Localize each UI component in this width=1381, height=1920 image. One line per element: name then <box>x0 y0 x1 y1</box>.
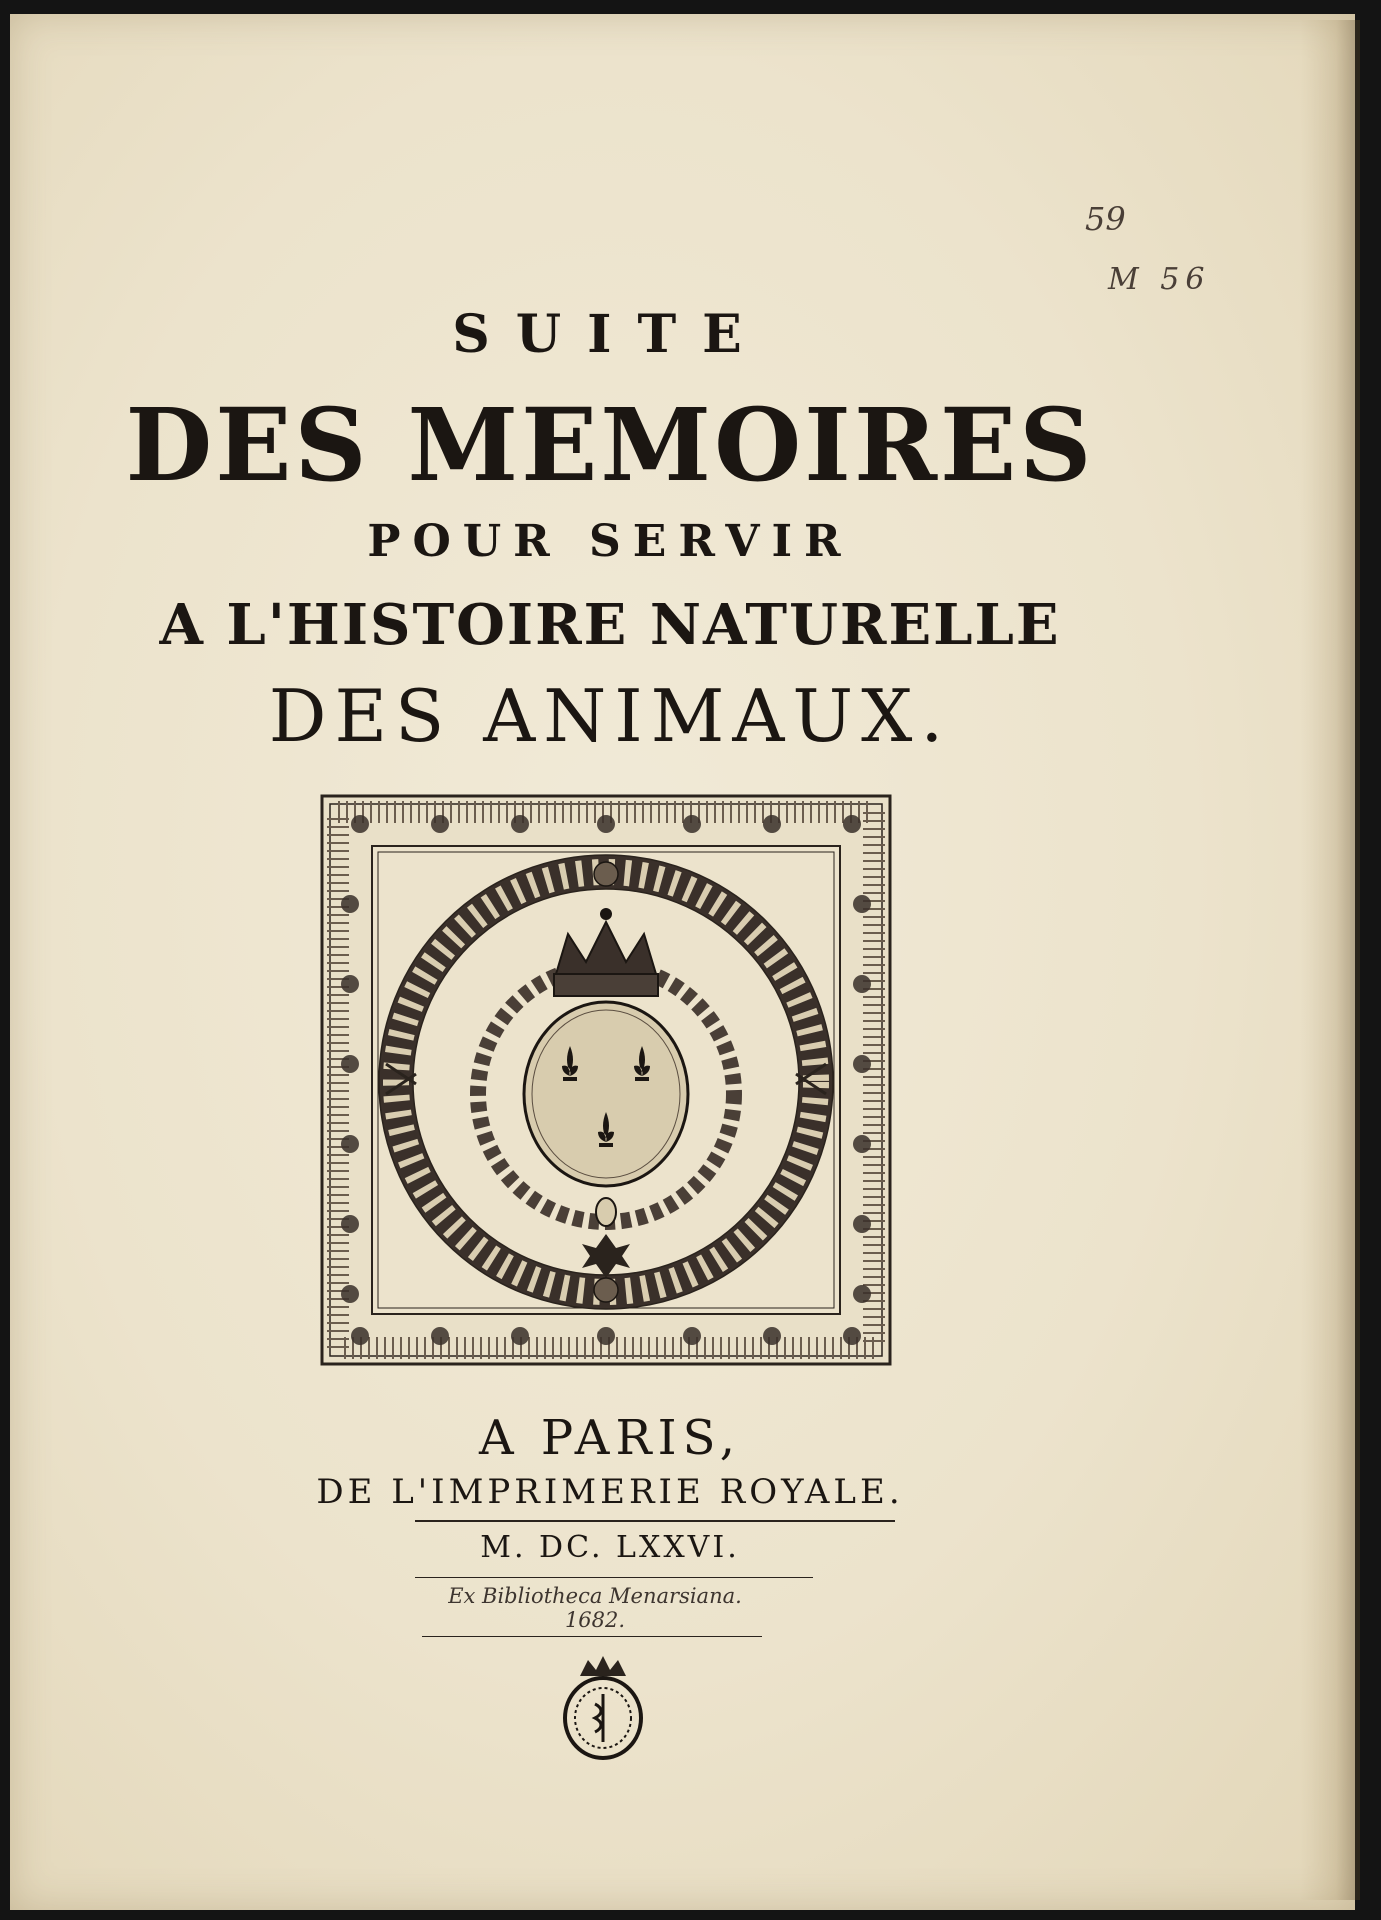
title-line-animaux: DES ANIMAUX. <box>268 674 952 758</box>
title-line-pour-servir: POUR SERVIR <box>367 516 853 567</box>
title-line-suite: SUITE <box>452 304 768 365</box>
title-page <box>10 14 1355 1910</box>
imprint-date: M. DC. LXXVI. <box>480 1530 740 1565</box>
library-stamp-icon <box>558 1654 648 1762</box>
imprint-place: A PARIS, <box>478 1410 741 1466</box>
handwritten-number: 59 <box>1085 200 1126 238</box>
title-line-memoires: DES MEMOIRES <box>125 386 1095 504</box>
page-edge-shadow <box>1300 20 1360 1900</box>
divider-rule-bottom <box>422 1636 762 1637</box>
ex-libris-inscription: Ex Bibliotheca Menarsiana. 1682. <box>448 1584 742 1632</box>
royal-arms-fleur-de-lis-icon <box>320 794 892 1366</box>
imprint-printer: DE L'IMPRIMERIE ROYALE. <box>316 1472 904 1512</box>
divider-rule-middle <box>415 1577 813 1578</box>
title-line-histoire-naturelle: A L'HISTOIRE NATURELLE <box>159 592 1061 658</box>
divider-rule-top <box>415 1520 895 1522</box>
handwritten-shelfmark: M 56 <box>1108 262 1211 297</box>
